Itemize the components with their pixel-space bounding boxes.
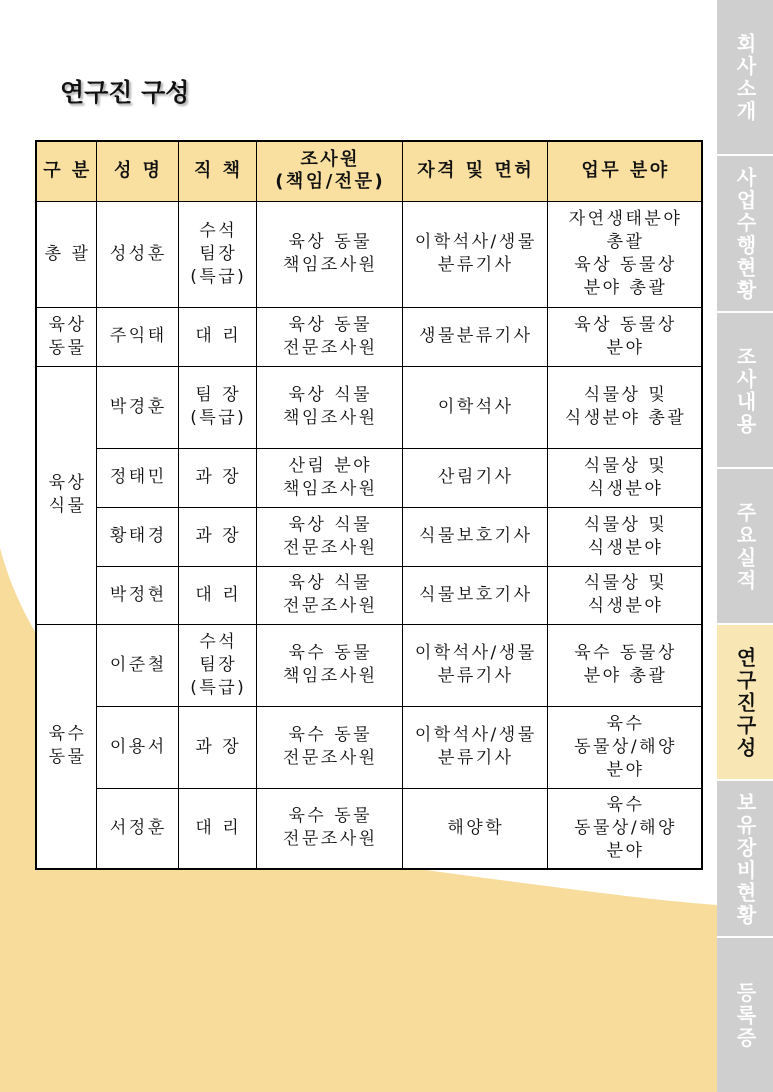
cell-license: 이학석사 <box>402 366 547 448</box>
cell-position: 과 장 <box>178 706 256 788</box>
cell-name: 황태경 <box>96 507 178 566</box>
table-row <box>36 307 702 366</box>
cell-position: 수석 팀장 (특급) <box>178 201 256 307</box>
cell-position: 과 장 <box>178 507 256 566</box>
cell-license: 해양학 <box>402 788 547 869</box>
cell-field: 식물상 및 식생분야 <box>547 448 702 507</box>
table-row <box>36 201 702 307</box>
cell-license: 식물보호기사 <box>402 566 547 624</box>
tab-label: 사업수행현황 <box>733 167 757 303</box>
cell-field: 식물상 및 식생분야 <box>547 507 702 566</box>
cell-position: 대 리 <box>178 566 256 624</box>
cell-surveyor: 육수 동물 책임조사원 <box>256 624 402 706</box>
cell-license: 이학석사/생물 분류기사 <box>402 201 547 307</box>
header-license: 자격 및 면허 <box>402 141 547 201</box>
cell-license: 산림기사 <box>402 448 547 507</box>
cell-field: 육수 동물상 분야 총괄 <box>547 624 702 706</box>
table-row <box>36 366 702 448</box>
cell-surveyor: 육상 식물 전문조사원 <box>256 507 402 566</box>
header-name: 성 명 <box>96 141 178 201</box>
table-row <box>36 507 702 566</box>
cell-surveyor: 육상 식물 책임조사원 <box>256 366 402 448</box>
cell-license: 이학석사/생물 분류기사 <box>402 706 547 788</box>
cell-surveyor: 육수 동물 전문조사원 <box>256 706 402 788</box>
tab-label: 회사소개 <box>733 33 757 124</box>
table-row <box>36 624 702 706</box>
cell-position: 대 리 <box>178 307 256 366</box>
cell-field: 식물상 및 식생분야 <box>547 566 702 624</box>
tab-label: 등록증 <box>733 982 757 1050</box>
tab-registration[interactable] <box>717 938 773 1092</box>
cell-position: 팀 장 (특급) <box>178 366 256 448</box>
section-tab-sidebar <box>717 0 773 1092</box>
cell-surveyor: 육상 식물 전문조사원 <box>256 566 402 624</box>
page-title: 연구진 구성 <box>60 78 190 107</box>
header-surveyor: 조사원 (책임/전문) <box>256 141 402 201</box>
tab-label: 보유장비현황 <box>733 792 757 928</box>
cell-division: 육상 식물 <box>36 366 96 624</box>
tab-label: 조사내용 <box>733 345 757 436</box>
cell-name: 박정현 <box>96 566 178 624</box>
cell-field: 육수 동물상/해양 분야 <box>547 788 702 869</box>
cell-license: 이학석사/생물 분류기사 <box>402 624 547 706</box>
cell-field: 육수 동물상/해양 분야 <box>547 706 702 788</box>
research-team-table <box>35 140 703 870</box>
cell-division: 총 괄 <box>36 201 96 307</box>
table-header-row <box>36 141 702 201</box>
header-field: 업무 분야 <box>547 141 702 201</box>
cell-surveyor: 육상 동물 전문조사원 <box>256 307 402 366</box>
tab-project-history[interactable] <box>717 156 773 310</box>
table-row <box>36 448 702 507</box>
cell-position: 대 리 <box>178 788 256 869</box>
tab-label: 연구진구성 <box>733 647 757 760</box>
cell-name: 박경훈 <box>96 366 178 448</box>
cell-name: 정태민 <box>96 448 178 507</box>
cell-name: 이용서 <box>96 706 178 788</box>
header-position: 직 책 <box>178 141 256 201</box>
cell-field: 식물상 및 식생분야 총괄 <box>547 366 702 448</box>
cell-division: 육수 동물 <box>36 624 96 869</box>
cell-surveyor: 육상 동물 책임조사원 <box>256 201 402 307</box>
cell-surveyor: 육수 동물 전문조사원 <box>256 788 402 869</box>
table-row <box>36 566 702 624</box>
cell-position: 수석 팀장 (특급) <box>178 624 256 706</box>
cell-position: 과 장 <box>178 448 256 507</box>
cell-name: 주익태 <box>96 307 178 366</box>
cell-name: 이준철 <box>96 624 178 706</box>
cell-name: 성성훈 <box>96 201 178 307</box>
cell-license: 식물보호기사 <box>402 507 547 566</box>
cell-name: 서정훈 <box>96 788 178 869</box>
header-division: 구 분 <box>36 141 96 201</box>
cell-division: 육상 동물 <box>36 307 96 366</box>
cell-license: 생물분류기사 <box>402 307 547 366</box>
table-row <box>36 788 702 869</box>
cell-field: 육상 동물상 분야 <box>547 307 702 366</box>
cell-field: 자연생태분야 총괄 육상 동물상 분야 총괄 <box>547 201 702 307</box>
table-row <box>36 706 702 788</box>
tab-survey-content[interactable] <box>717 313 773 467</box>
cell-surveyor: 산림 분야 책임조사원 <box>256 448 402 507</box>
tab-major-achievements[interactable] <box>717 469 773 623</box>
tab-research-team[interactable] <box>717 625 773 779</box>
tab-equipment[interactable] <box>717 781 773 935</box>
tab-label: 주요실적 <box>733 502 757 593</box>
tab-company-intro[interactable] <box>717 0 773 154</box>
